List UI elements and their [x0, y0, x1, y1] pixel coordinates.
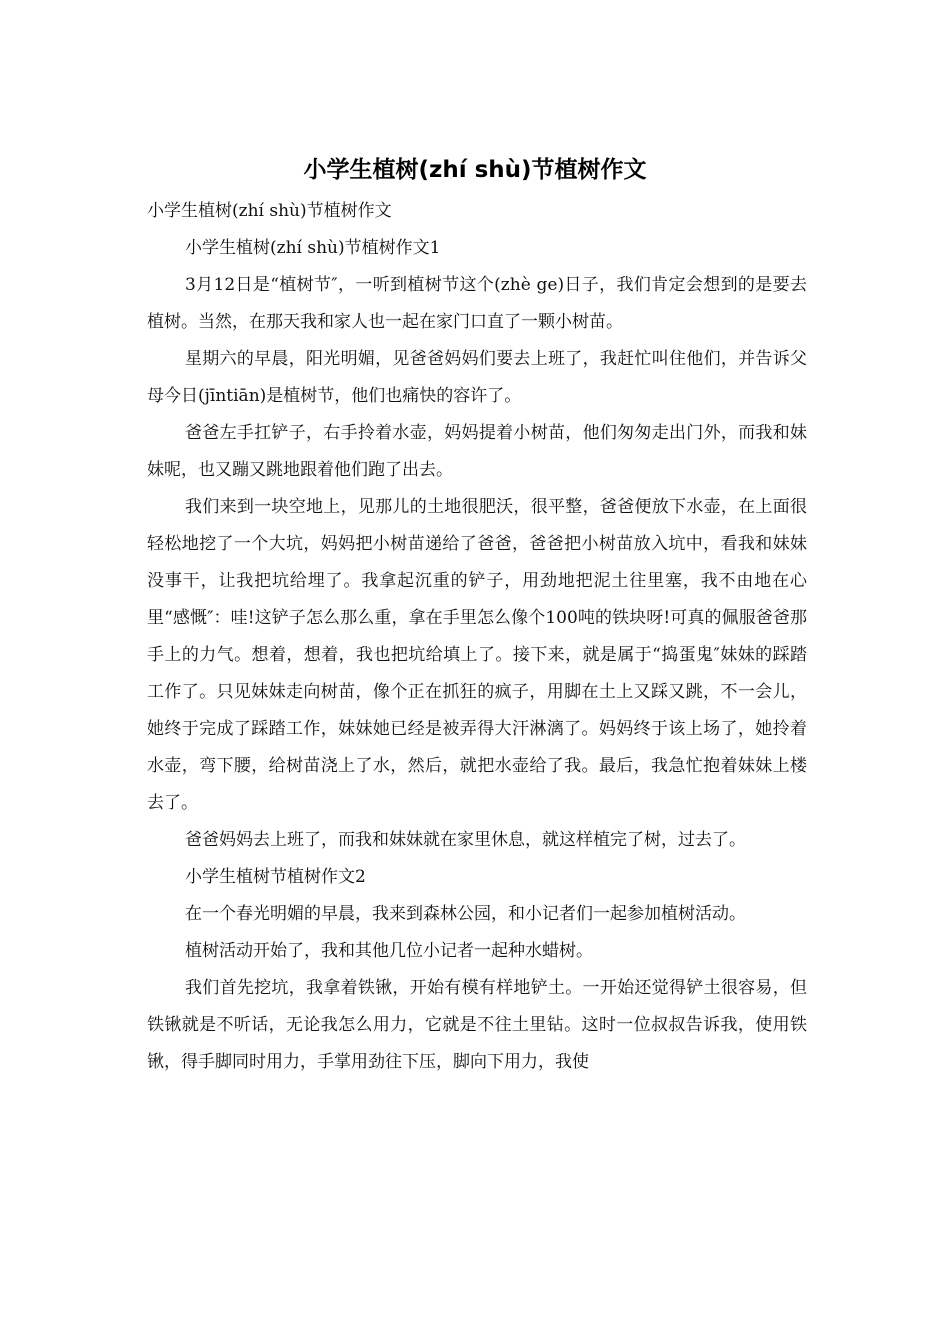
paragraph: 爸爸左手扛铲子，右手拎着水壶，妈妈提着小树苗，他们匆匆走出门外，而我和妹妹呢，也又蹦又跳地跟着他们跑了出去。 [147, 423, 807, 480]
paragraph: 3月12日是“植树节″，一听到植树节这个(zhè ge)日子，我们肯定会想到的是要去植树。当然，在那天我和家人也一起在家门口直了一颗小树苗。 [147, 275, 807, 332]
document-body [147, 193, 807, 1081]
paragraph: 爸爸妈妈去上班了，而我和妹妹就在家里休息，就这样植完了树，过去了。 [185, 830, 746, 850]
section-heading: 小学生植树(zhí shù)节植树作文1 [185, 238, 441, 258]
section-heading: 小学生植树节植树作文2 [185, 867, 366, 887]
paragraph: 在一个春光明媚的早晨，我来到森林公园，和小记者们一起参加植树活动。 [185, 904, 746, 924]
paragraph: 小学生植树(zhí shù)节植树作文 [147, 201, 392, 221]
document-title: 小学生植树(zhí shù)节植树作文 [303, 157, 647, 183]
paragraph: 植树活动开始了，我和其他几位小记者一起种水蜡树。 [185, 941, 593, 961]
paragraph: 我们来到一块空地上，见那儿的土地很肥沃，很平整，爸爸便放下水壶，在上面很轻松地挖了一个大坑，妈妈把小树苗递给了爸爸，爸爸把小树苗放入坑中，看我和妹妹没事干，让我把坑给埋了。我拿起沉重的铲子，用劲地把泥土往里塞，我不由地在心里“感慨″：哇!这铲子怎么那么重，拿在手里怎么像个100吨的铁块呀!可真的佩服爸爸那手上的力气。想着，想着，我也把坑给填上了。接下来，就是属于“捣蛋鬼″妹妹的踩踏工作了。只见妹妹走向树苗，像个正在抓狂的疯子，用脚在土上又踩又跳，不一会儿，她终于完成了踩踏工作，妹妹她已经是被弄得大汗淋漓了。妈妈终于该上场了，她拎着水壶，弯下腰，给树苗浇上了水，然后，就把水壶给了我。最后，我急忙抱着妹妹上楼去了。 [147, 497, 807, 813]
paragraph: 我们首先挖坑，我拿着铁锹，开始有模有样地铲土。一开始还觉得铲土很容易，但铁锹就是不听话，无论我怎么用力，它就是不往土里钻。这时一位叔叔告诉我，使用铁锹，得手脚同时用力，手掌用劲往下压，脚向下用力，我使 [147, 978, 807, 1072]
paragraph: 星期六的早晨，阳光明媚，见爸爸妈妈们要去上班了，我赶忙叫住他们，并告诉父母今日(jīntiān)是植树节，他们也痛快的容许了。 [147, 349, 807, 406]
